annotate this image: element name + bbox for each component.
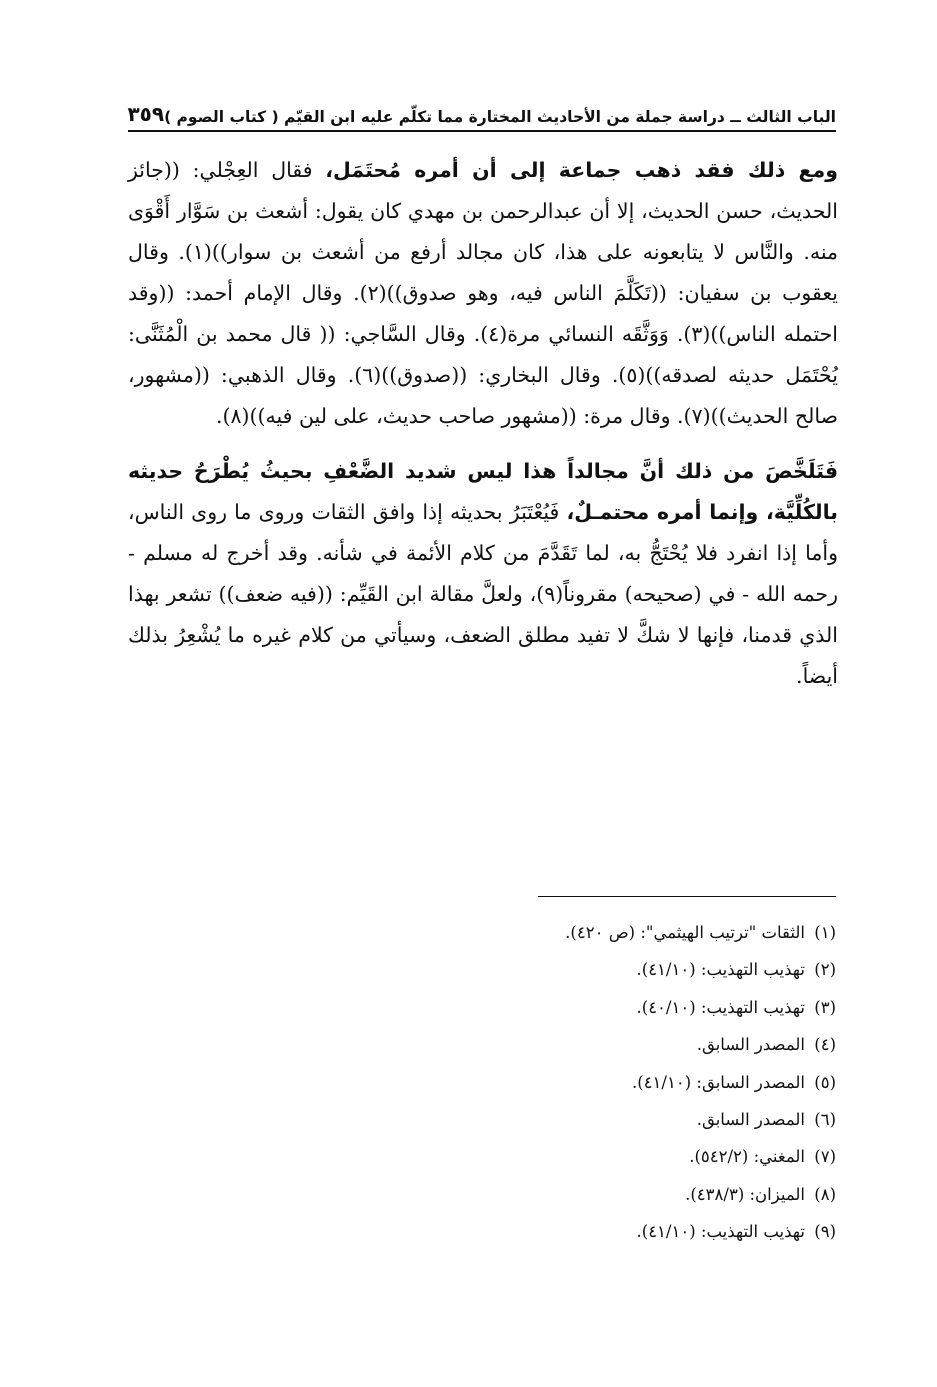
header-title: الباب الثالث ــ دراسة جملة من الأحاديث المختارة مما تكلّم عليه ابن القيّم ( كتاب الصوم ) (164, 108, 836, 126)
footnote-number: (٤) (814, 1035, 836, 1055)
footnote-text: المصدر السابق. (696, 1035, 805, 1055)
paragraph-text: فقال العِجْلي: ((جائز الحديث، حسن الحديث، إلا أن عبدالرحمن بن مهدي كان يقول: أشعث بن سَوَّار أَقْوَى منه. والنَّاس لا يتابعونه على هذا، كان مجالد أرفع من أشعث بن سوار))(١). وقال يعقوب بن سفيان: ((تَكَلَّمَ الناس فيه، وهو صدوق))(٢). وقال الإمام أحمد: ((وقد احتمله الناس))(٣). وَوَثَّقَه النسائي مرة(٤). وقال السَّاجي: (( قال محمد بن الْمُثَنَّى: يُحْتَمَل حديثه لصدقه))(٥). وقال البخاري: ((صدوق))(٦). وقال الذهبي: ((مشهور، صالح الحديث))(٧). وقال مرة: ((مشهور صاحب حديث، على لين فيه))(٨). (128, 158, 839, 428)
footnote-text: تهذيب التهذيب: (٤١/١٠). (636, 960, 805, 980)
footnote-text: المغني: (٥٤٢/٢). (689, 1147, 805, 1167)
running-header (128, 98, 836, 132)
footnote (128, 951, 836, 988)
footnote (128, 1026, 836, 1063)
footnote-text: المصدر السابق: (٤١/١٠). (632, 1072, 805, 1092)
footnote-text: تهذيب التهذيب: (٤٠/١٠). (636, 997, 805, 1017)
footnote-number: (٣) (814, 997, 836, 1017)
footnote-number: (٧) (814, 1147, 836, 1167)
footnote-text: المصدر السابق. (696, 1110, 805, 1130)
paragraph (128, 150, 838, 437)
paragraph-lead: ومع ذلك فقد ذهب جماعة إلى أن أمره مُحتَمَل، (325, 158, 838, 182)
footnote (128, 1064, 836, 1101)
footnote (128, 1138, 836, 1175)
page-number: ٣٥٩ (127, 102, 165, 126)
footnote (128, 1101, 836, 1138)
paragraph-lead: فَتَلَخَّصَ من ذلك أنَّ مجالداً هذا ليس شديد الضَّعْفِ بحيثُ يُطْرَحُ حديثه بالكُلِّيَّة، وإنما أمره محتمـلٌ، (128, 459, 838, 524)
footnotes-list (128, 914, 836, 1251)
footnote (128, 914, 836, 951)
footnote-text: تهذيب التهذيب: (٤١/١٠). (636, 1222, 805, 1242)
footnote-number: (٥) (814, 1072, 836, 1092)
footnote-separator (538, 896, 836, 897)
paragraph-text: فَيُعْتَبَرُ بحديثه إذا وافق الثقات وروى ما روى الناس، وأما إذا انفرد فلا يُحْتَجُّ به، لما تَقَدَّمَ من كلام الأئمة في شأنه. وقد أخرج له مسلم - رحمه الله - في (صحيحه) مقروناً(٩)، ولعلَّ مقالة ابن القَيِّم: ((فيه ضعف)) تشعر بهذا الذي قدمنا، فإنها لا شكَّ لا تفيد مطلق الضعف، وسيأتي من كلام غيره ما يُشْعِرُ بذلك أيضاً. (128, 500, 838, 688)
footnote-number: (٢) (814, 960, 836, 980)
footnote-number: (٩) (814, 1222, 836, 1242)
main-text (128, 150, 838, 697)
footnote-number: (١) (814, 923, 836, 942)
footnote (128, 1176, 836, 1213)
footnote-number: (٦) (814, 1110, 836, 1130)
footnote (128, 1213, 836, 1250)
footnote-text: الميزان: (٤٣٨/٣). (685, 1184, 805, 1204)
paragraph (128, 451, 838, 697)
footnote-number: (٨) (814, 1184, 836, 1204)
footnote-text: الثقات "ترتيب الهيثمي": (ص ٤٢٠). (565, 923, 805, 942)
footnote (128, 989, 836, 1026)
